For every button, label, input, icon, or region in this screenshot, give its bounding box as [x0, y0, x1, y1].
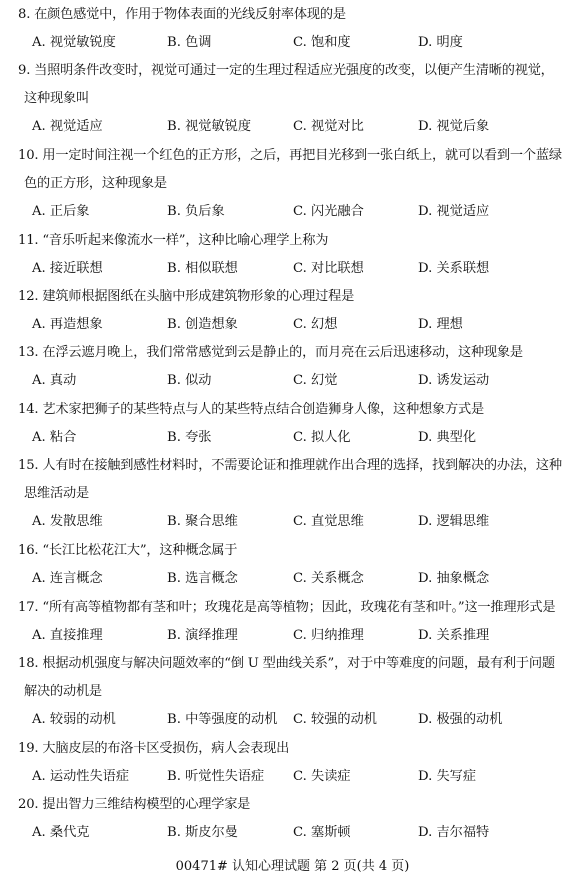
answer-option: C. 关系概念 — [293, 571, 364, 586]
question-stem: 20. 提出智力三维结构模型的心理学家是 — [18, 797, 251, 812]
answer-option: A. 接近联想 — [32, 261, 103, 276]
answer-options — [18, 508, 577, 536]
answer-option: D. 吉尔福特 — [418, 825, 490, 840]
question-stem: 12. 建筑师根据图纸在头脑中形成建筑物形象的心理过程是 — [18, 289, 355, 304]
question — [18, 142, 577, 226]
answer-option: B. 听觉性失语症 — [167, 769, 265, 784]
answer-option: D. 明度 — [418, 35, 463, 50]
answer-option: C. 对比联想 — [293, 261, 364, 276]
answer-option: D. 逻辑思维 — [418, 514, 490, 529]
question — [18, 396, 577, 452]
answer-option: A. 视觉敏锐度 — [32, 35, 116, 50]
answer-option: C. 幻觉 — [293, 373, 338, 388]
question — [18, 791, 577, 847]
answer-options — [18, 113, 577, 141]
answer-option: A. 连言概念 — [32, 571, 103, 586]
answer-option: C. 失读症 — [293, 769, 351, 784]
answer-options — [18, 565, 577, 593]
answer-option: C. 闪光融合 — [293, 204, 364, 219]
question-stem: 8. 在颜色感觉中，作用于物体表面的光线反射率体现的是 — [18, 7, 346, 22]
question-stem: 14. 艺术家把狮子的某些特点与人的某些特点结合创造狮身人像，这种想象方式是 — [18, 402, 484, 417]
question-stem: 13. 在浮云遮月晚上，我们常常感觉到云是静止的，而月亮在云后迅速移动，这种现象是 — [18, 345, 523, 360]
question-stem: 15. 人有时在接触到感性材料时，不需要论证和推理就作出合理的选择，找到解决的办法，这种 — [18, 458, 562, 473]
answer-option: D. 抽象概念 — [418, 571, 490, 586]
answer-options — [18, 29, 577, 57]
answer-option: D. 视觉适应 — [418, 204, 490, 219]
question-stem: 11. “音乐听起来像流水一样”，这种比喻心理学上称为 — [18, 233, 329, 248]
answer-option: B. 负后象 — [167, 204, 225, 219]
answer-option: D. 失写症 — [418, 769, 477, 784]
question — [18, 1, 577, 57]
answer-option: A. 粘合 — [32, 430, 77, 445]
answer-option: B. 视觉敏锐度 — [167, 119, 252, 134]
answer-option: D. 诱发运动 — [418, 373, 490, 388]
answer-option: D. 典型化 — [418, 430, 477, 445]
answer-option: A. 运动性失语症 — [32, 769, 130, 784]
answer-options — [18, 622, 577, 650]
question — [18, 594, 577, 650]
answer-option: D. 视觉后象 — [418, 119, 490, 134]
answer-option: B. 色调 — [167, 35, 212, 50]
answer-options — [18, 706, 577, 734]
question — [18, 57, 577, 141]
answer-option: B. 演绎推理 — [167, 628, 238, 643]
answer-option: B. 选言概念 — [167, 571, 238, 586]
question — [18, 537, 577, 593]
answer-options — [18, 311, 577, 339]
answer-option: B. 斯皮尔曼 — [167, 825, 238, 840]
question-stem: 18. 根据动机强度与解决问题效率的“倒 U 型曲线关系”，对于中等难度的问题，最有利于问题 — [18, 656, 555, 671]
answer-option: D. 理想 — [418, 317, 463, 332]
question — [18, 339, 577, 395]
question — [18, 452, 577, 536]
answer-option: A. 桑代克 — [32, 825, 90, 840]
answer-option: D. 关系联想 — [418, 261, 490, 276]
answer-options — [18, 819, 577, 847]
question-stem-continuation: 色的正方形，这种现象是 — [24, 176, 167, 191]
question — [18, 650, 577, 734]
question-stem-continuation: 解决的动机是 — [24, 684, 102, 699]
answer-options — [18, 424, 577, 452]
answer-options — [18, 367, 577, 395]
question — [18, 283, 577, 339]
answer-option: C. 视觉对比 — [293, 119, 364, 134]
question — [18, 227, 577, 283]
answer-option: C. 幻想 — [293, 317, 338, 332]
answer-option: A. 发散思维 — [32, 514, 103, 529]
answer-option: A. 正后象 — [32, 204, 90, 219]
question-stem: 9. 当照明条件改变时，视觉可通过一定的生理过程适应光强度的改变，以便产生清晰的视觉， — [18, 63, 554, 78]
answer-option: A. 视觉适应 — [32, 119, 103, 134]
answer-option: C. 直觉思维 — [293, 514, 364, 529]
question-stem: 19. 大脑皮层的布洛卡区受损伤，病人会表现出 — [18, 741, 290, 756]
answer-option: C. 饱和度 — [293, 35, 351, 50]
question-stem-continuation: 这种现象叫 — [24, 91, 89, 106]
answer-option: C. 塞斯顿 — [293, 825, 351, 840]
question-stem: 16. “长江比松花江大”，这种概念属于 — [18, 543, 238, 558]
answer-option: B. 聚合思维 — [167, 514, 238, 529]
answer-option: C. 拟人化 — [293, 430, 351, 445]
question-stem: 10. 用一定时间注视一个红色的正方形，之后，再把目光移到一张白纸上，就可以看到一个蓝绿 — [18, 148, 562, 163]
question — [18, 735, 577, 791]
answer-option: A. 较弱的动机 — [32, 712, 116, 727]
answer-option: C. 归纳推理 — [293, 628, 364, 643]
answer-option: A. 直接推理 — [32, 628, 103, 643]
answer-option: B. 中等强度的动机 — [167, 712, 278, 727]
answer-option: A. 再造想象 — [32, 317, 103, 332]
answer-options — [18, 763, 577, 791]
answer-option: B. 创造想象 — [167, 317, 238, 332]
answer-options — [18, 198, 577, 226]
answer-option: B. 似动 — [167, 373, 212, 388]
question-stem: 17. “所有高等植物都有茎和叶；玫瑰花是高等植物；因此，玫瑰花有茎和叶。”这一推理形式是 — [18, 600, 556, 615]
answer-option: B. 相似联想 — [167, 261, 238, 276]
answer-option: D. 关系推理 — [418, 628, 490, 643]
answer-option: A. 真动 — [32, 373, 77, 388]
answer-options — [18, 255, 577, 283]
answer-option: C. 较强的动机 — [293, 712, 377, 727]
answer-option: D. 极强的动机 — [418, 712, 503, 727]
answer-option: B. 夸张 — [167, 430, 212, 445]
page-footer: 00471# 认知心理试题 第 2 页(共 4 页) — [175, 859, 410, 874]
question-stem-continuation: 思维活动是 — [24, 486, 89, 501]
